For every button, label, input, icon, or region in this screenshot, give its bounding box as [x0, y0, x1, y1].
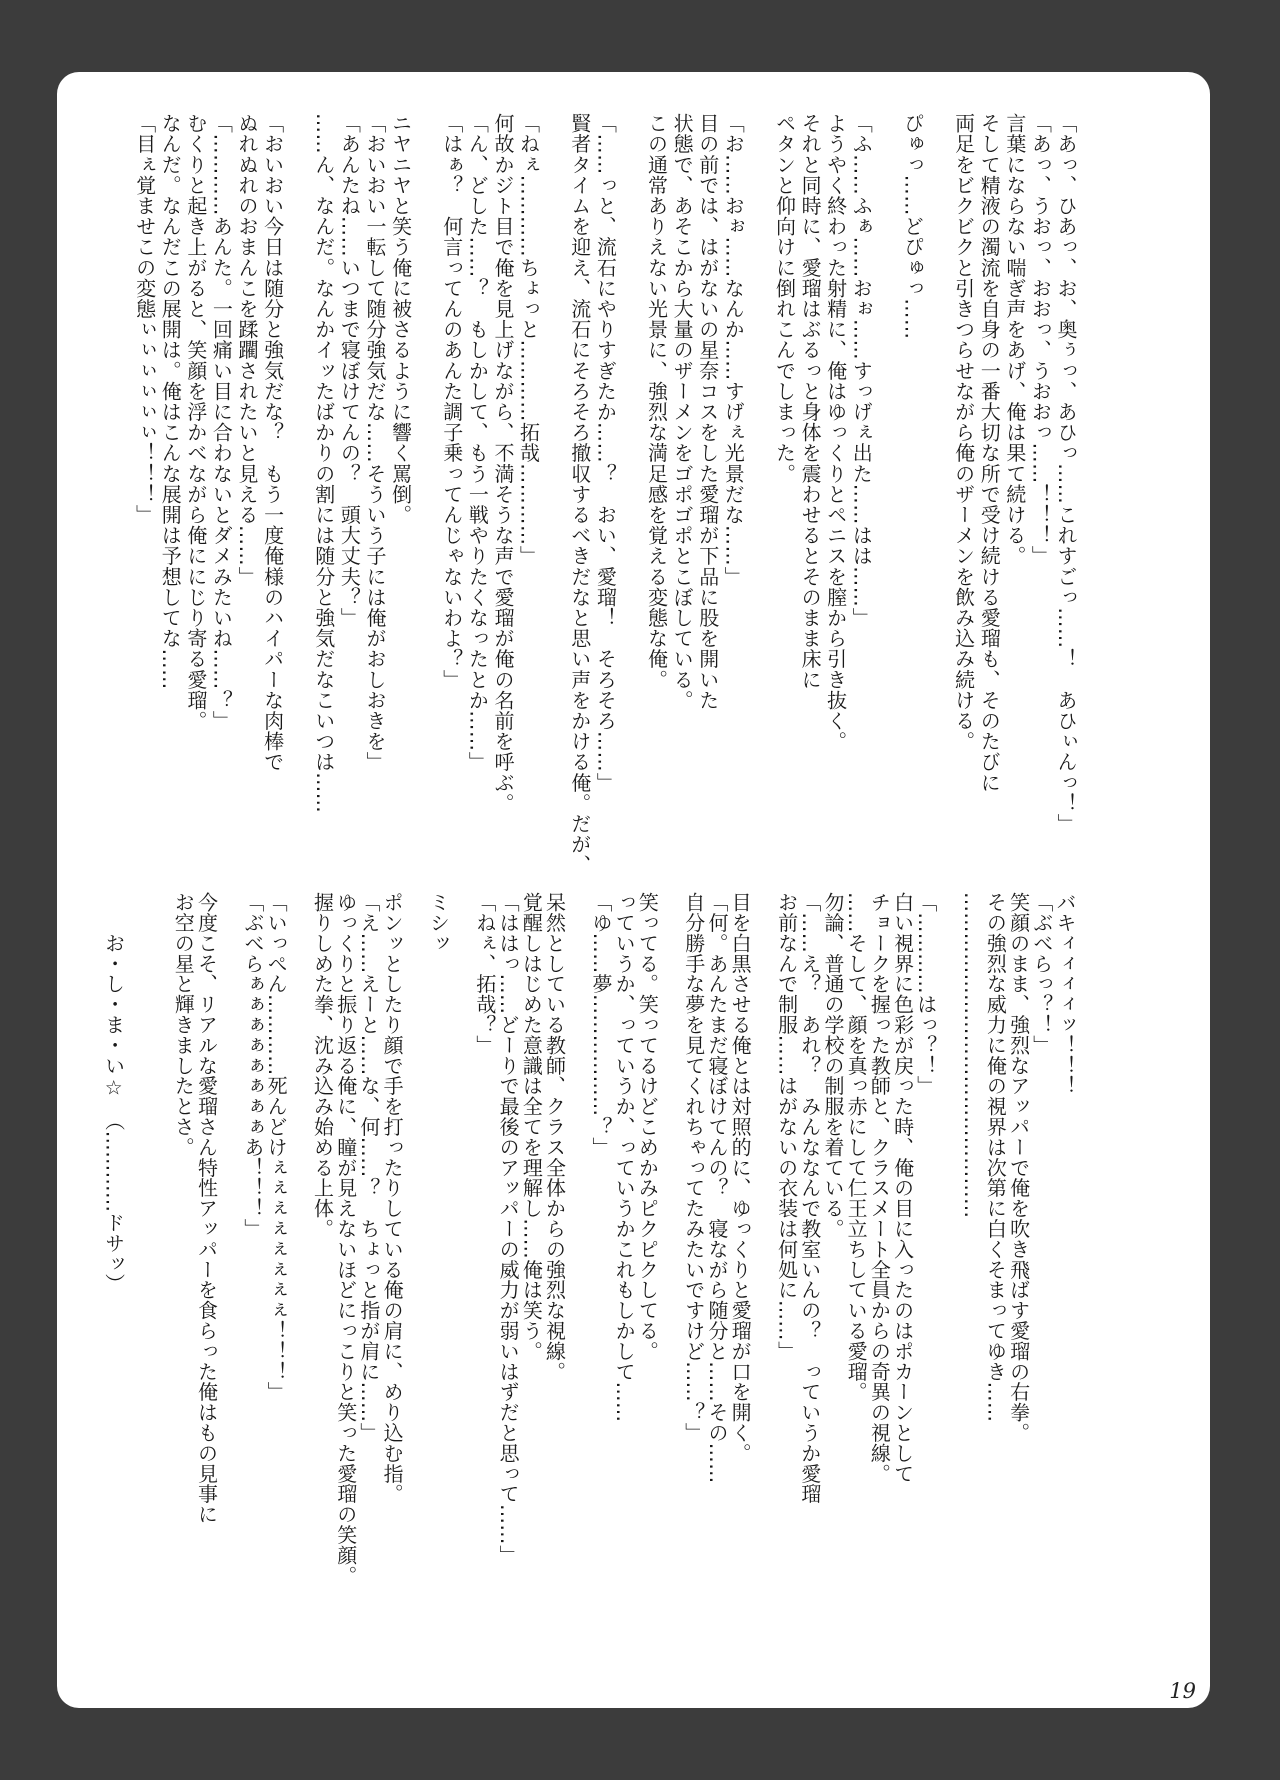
text-column: 「いっぺん…………死んどけぇぇぇぇぇぇぇぇ！！！」 [264, 892, 289, 1402]
text-column [873, 113, 899, 897]
text-column: 「何。あんたまだ寝ぼけてんの？ 寝ながら随分と……その…… [704, 892, 729, 1484]
text-column: 「……え？ あれ？ みんななんで教室いんの？ っていうか愛瑠 [797, 892, 822, 1504]
text-column: 「…………はっ？！」 [913, 892, 938, 1096]
text-column: 賢者タイムを迎え、流石にそろそろ撤収するべきだなと思い声をかける俺。だが、 [567, 113, 592, 876]
text-column: ゆっくりと振り返る俺に、瞳が見えないほどにっこりと笑った愛瑠の笑顔。 [333, 892, 358, 1586]
text-column: むくりと起き上がると、笑顔を浮かべながら俺ににじり寄る愛瑠。 [183, 113, 208, 731]
text-column: ……そして、顔を真っ赤にして仁王立ちしている愛瑠。 [844, 892, 869, 1402]
text-column: 「ぶべらっ？！」 [1029, 892, 1054, 1056]
lower-text-block [101, 892, 1076, 1606]
text-column [413, 113, 439, 897]
document-page [57, 72, 1210, 1708]
text-column: お・し・ま・い☆ （…………ドサッ） [101, 892, 126, 1294]
text-column [450, 892, 473, 1606]
text-column: お空の星と輝きましたとさ。 [171, 892, 196, 1158]
page-number: 19 [1169, 1679, 1196, 1703]
text-column [924, 113, 950, 897]
text-column [541, 113, 567, 897]
text-column: 「……っと、流石にやりすぎたか……？ おい、愛瑠！ そろそろ……」 [593, 113, 618, 793]
text-column [403, 892, 426, 1606]
text-column: ミシッ [426, 892, 451, 954]
text-column: 握りしめた拳、沈み込み始める上体。 [310, 892, 335, 1239]
text-column: なんだ。なんだこの展開は。俺はこんな展開は予想してな…… [158, 113, 183, 690]
text-column [217, 892, 240, 1606]
text-column [287, 892, 310, 1606]
text-column: 「お……おぉ……なんか……すげぇ光景だな……」 [721, 113, 746, 587]
text-column: 勿論、普通の学校の制服を着ている。 [820, 892, 845, 1239]
text-column: バキィィィィッ！！！ [1053, 892, 1077, 1096]
text-column: 両足をビクビクと引きつらせながら俺のザーメンを飲み込み続ける。 [951, 113, 976, 752]
text-column [148, 892, 171, 1606]
text-column: それと同時に、愛瑠はぶるっと身体を震わせるとそのまま床に [798, 113, 823, 690]
text-column: チョークを握った教師と、クラスメート全員からの奇異の視線。 [867, 892, 892, 1484]
text-column [658, 892, 681, 1606]
text-column: 呆然としている教師、クラス全体からの強烈な視線。 [542, 892, 567, 1382]
text-column: 「ははっ……どーりで最後のアッパーの威力が弱いはずだと思って……」 [496, 892, 521, 1566]
text-column: その強烈な威力に俺の視界は次第に白くそまってゆき…… [983, 892, 1008, 1423]
text-column [937, 892, 960, 1606]
text-column: 白い視界に色彩が戻った時、俺の目に入ったのはポカーンとして [890, 892, 915, 1484]
text-column: 「え……えーと……な、何……？ ちょっと指が肩に……」 [356, 892, 381, 1443]
text-column: ペタンと仰向けに倒れこんでしまった。 [772, 113, 797, 484]
text-column: 「あんたね……いつまで寝ぼけてんの？ 頭大丈夫？」 [337, 113, 362, 628]
text-column: 今度こそ、リアルな愛瑠さん特性アッパーを食らった俺はもの見事に [194, 892, 219, 1525]
text-column: 笑ってる。笑ってるけどこめかみピクピクしてる。 [635, 892, 660, 1362]
text-column [745, 113, 771, 897]
text-column: 「…………あんた。一回痛い目に合わないとダメみたいね……？」 [209, 113, 234, 731]
text-column [566, 892, 589, 1606]
text-column: 目の前では、はがないの星奈コスをした愛瑠が下品に股を開いた [695, 113, 720, 711]
text-column: ポンッとしたり顔で手を打ったりしている俺の肩に、めり込む指。 [380, 892, 405, 1504]
text-column: ようやく終わった射精に、俺はゆっくりとペニスを膣から引き抜く。 [823, 113, 848, 752]
text-column [751, 892, 774, 1606]
text-column: 言葉にならない喘ぎ声をあげ、俺は果て続ける。 [1002, 113, 1027, 567]
text-column: っていうか、っていうか、っていうかこれもしかして…… [612, 892, 637, 1423]
text-column: 自分勝手な夢を見てくれちゃってたみたいですけど……？」 [681, 892, 706, 1443]
text-column: 「はぁ？ 何言ってんのあんた調子乗ってんじゃないわよ？」 [439, 113, 464, 690]
upper-text-block [131, 113, 1078, 897]
text-column: 「おいおい一転して随分強気だな……そういう子には俺がおしおきを」 [362, 113, 387, 773]
text-column: 「あっ、ひあっ、お、奥ぅっ、あひっ……これすごっ……！ あひぃんっ！」 [1054, 113, 1078, 834]
text-column [125, 892, 148, 1606]
text-column: 「おいおい今日は随分と強気だな？ もう一度俺様のハイパーな肉棒で [260, 113, 285, 773]
text-column: 「ふ……ふぁ……おぉ……すっげぇ出た……はは……」 [849, 113, 874, 628]
text-column: 「あっ、うおっ、おおっ、うおおっ……！！！」 [1028, 113, 1053, 567]
text-column: ぴゅっ……どぴゅっ…… [900, 113, 925, 340]
text-column: ………………………………………… [960, 892, 985, 1219]
text-column: 「ゆ……夢………………？」 [588, 892, 613, 1158]
text-column: そして精液の濁流を自身の一番大切な所で受け続ける愛瑠も、そのたびに [977, 113, 1002, 793]
text-column: 目を白黒させる俺とは対照的に、ゆっくりと愛瑠が口を開く。 [728, 892, 753, 1464]
text-column: 「ん、どした……？ もしかして、もう一戦やりたくなったとか……」 [465, 113, 490, 773]
text-column: 「ねぇ、拓哉？」 [472, 892, 497, 1056]
text-column: 「ねぇ…………ちょっと…………拓哉…………」 [516, 113, 541, 567]
text-column: ぬれぬれのおまんこを蹂躙されたいと見える……」 [235, 113, 259, 587]
text-column: この通常ありえない光景に、強烈な満足感を覚える変態な俺。 [644, 113, 669, 690]
text-column: お前なんで制服……はがないの衣装は何処に……」 [774, 892, 799, 1362]
text-column: ニヤニヤと笑う俺に被さるように響く罵倒。 [388, 113, 413, 525]
text-column: 笑顔のまま、強烈なアッパーで俺を吹き飛ばす愛瑠の右拳。 [1006, 892, 1031, 1443]
text-column: 何故かジト目で俺を見上げながら、不満そうな声で愛瑠が俺の名前を呼ぶ。 [490, 113, 515, 814]
text-column: 覚醒しはじめた意識は全てを理解し……俺は笑う。 [519, 892, 544, 1362]
text-column: 状態で、あそこから大量のザーメンをゴポゴポとこぼしている。 [670, 113, 695, 711]
text-column: ……ん、なんだ。なんかイッたばかりの割には随分と強気だなこいつは…… [311, 113, 336, 814]
text-column: 「ぶべらぁぁぁぁぁぁぁぁあ！！！」 [240, 892, 265, 1239]
text-column [617, 113, 643, 897]
text-column: 「目ぇ覚ませこの変態ぃぃぃぃぃぃ！！！」 [132, 113, 157, 525]
text-column [285, 113, 311, 897]
